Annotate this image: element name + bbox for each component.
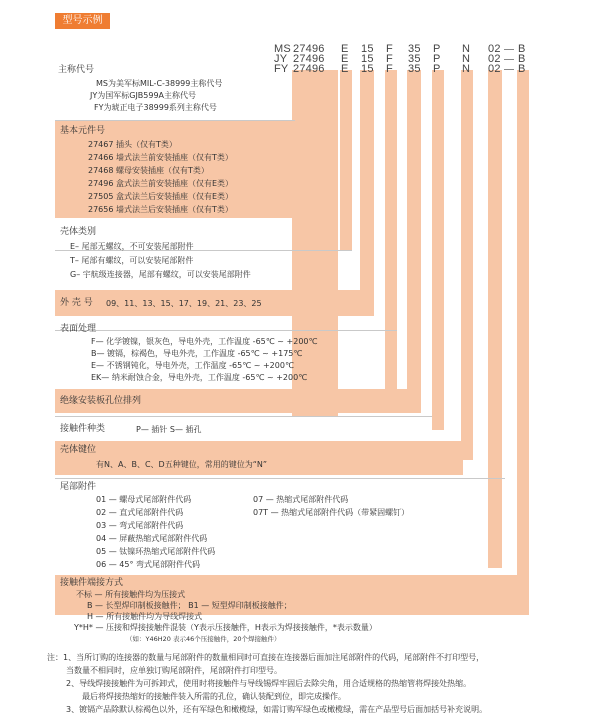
termination-item: Y*H* — 压接和焊接接触件混装（Y表示压接触件，H表示为焊接接触件，*表示数量） [74,623,377,632]
dash-mark [504,49,514,50]
shell-type-heading: 壳体类别 [60,227,97,237]
shell-type-item: G– 宇航级连接器，尾部有螺纹，可以安装尾部附件 [70,270,251,279]
basic-part-item: 27467 插头（仅有T类） [88,140,177,149]
note-line: 注：1、当所订购的连接器的数量与尾部附件的数量相同时可直接在连接器后面加注尾部附件的代码，尾部附件不打印型号， [47,653,485,662]
column-e [340,70,352,251]
basic-part-item: 27496 盒式法兰前安装插座（仅有E类） [88,179,234,188]
basic-part-item: 27505 盒式法兰后安装插座（仅有E类） [88,192,234,201]
note-line: 最后将焊接热缩好的接触件装入所需的孔位，确认装配到位，即完成操作。 [82,692,346,701]
main-code-item: MS为美军标MIL-C-38999主称代号 [96,79,223,88]
contact-type-heading: 接触件种类 [60,424,106,434]
keying-value: 有N、A、B、C、D五种键位，常用的键位为“N” [96,460,267,469]
shell-size-heading: 外 壳 号 [60,298,93,308]
contact-type-value: P— 插针 S— 插孔 [136,425,202,434]
shell-type-item: E– 尾部无螺纹，不可安装尾部附件 [70,242,194,251]
note-line: 3、镀镉产品除默认棕褐色以外，还有军绿色和橄榄绿，如需订购军绿色或橄榄绿，需在产品型号后面加括号补充说明。 [66,705,488,714]
surface-item: E— 不锈钢钝化，导电外壳，工作温度 -65℃ ~ +200℃ [91,361,294,370]
column-f [385,70,397,390]
surface-item: EK— 纳米耐蚀合金，导电外壳，工作温度 -65℃ ~ +200℃ [91,373,308,382]
shell-type-item: T– 尾部有螺纹，可以安装尾部附件 [70,256,194,265]
termination-item: B — 长型焊印制板接触件； B1 — 短型焊印制板接触件； [87,601,292,610]
column-02 [488,70,502,568]
main-code-item: FY为琥正电子38999系列主称代号 [94,103,217,112]
divider [55,416,432,417]
tail-heading: 尾部附件 [60,482,97,492]
section-title: 型号示例 [55,13,110,29]
column-15 [360,70,374,316]
shell-size-values: 09、11、13、15、17、19、21、23、25 [106,299,262,308]
tail-item: 02 — 直式尾部附件代码 [96,508,184,517]
divider [55,478,505,479]
note-line: 当数量不相同时，应单独订购尾部附件，尾部附件打印型号。 [66,666,282,675]
tail-item: 07T — 热缩式尾部附件代码（带紧固螺钉） [253,508,410,517]
dash-mark [504,69,514,70]
main-code-item: JY为国军标GJB599A主称代号 [90,91,197,100]
tail-item: 03 — 弯式尾部附件代码 [96,521,184,530]
basic-part-heading: 基本元件号 [60,126,106,136]
divider [55,120,295,121]
column-p [432,70,444,430]
column-n [461,70,473,460]
insert-heading: 绝缘安装板孔位排列 [60,396,142,406]
divider [55,330,397,331]
column-b [517,70,529,615]
tail-item: 07 — 热缩式尾部附件代码 [253,495,349,504]
termination-item: H — 所有接触件均为导线焊接式 [87,612,203,621]
termination-heading: 接触件端接方式 [60,578,124,588]
termination-example: （如：Y46H20 表示46个压接触件，20个焊接触件） [126,635,281,643]
surface-item: B— 镀镉，棕褐色，导电外壳，工作温度 -65℃ ~ +175℃ [91,349,303,358]
surface-heading: 表面处理 [60,324,97,334]
column-series [292,70,338,416]
basic-part-item: 27468 螺母安装插座（仅有T类） [88,166,209,175]
termination-item: 不标 — 所有接触件均为压接式 [76,590,186,599]
tail-item: 01 — 螺母式尾部附件代码 [96,495,192,504]
dash-mark [504,59,514,60]
note-line: 2、导线焊接接触件为可拆卸式，使用时将接触件与导线锡焊牢固后去除尖角，用合适规格的热缩管将焊接处热缩。 [66,679,472,688]
main-code-heading: 主称代号 [58,65,95,75]
keying-heading: 壳体键位 [60,445,97,455]
column-35 [407,70,421,413]
basic-part-item: 27656 墙式法兰后安装插座（仅有T类） [88,205,233,214]
tail-item: 04 — 屏蔽热缩式尾部附件代码 [96,534,208,543]
surface-item: F— 化学镀镍，银灰色，导电外壳，工作温度 -65℃ ~ +200℃ [91,337,318,346]
tail-item: 06 — 45° 弯式尾部附件代码 [96,560,200,569]
tail-item: 05 — 钛镍环热缩式尾部附件代码 [96,547,216,556]
basic-part-item: 27466 墙式法兰前安装插座（仅有T类） [88,153,233,162]
